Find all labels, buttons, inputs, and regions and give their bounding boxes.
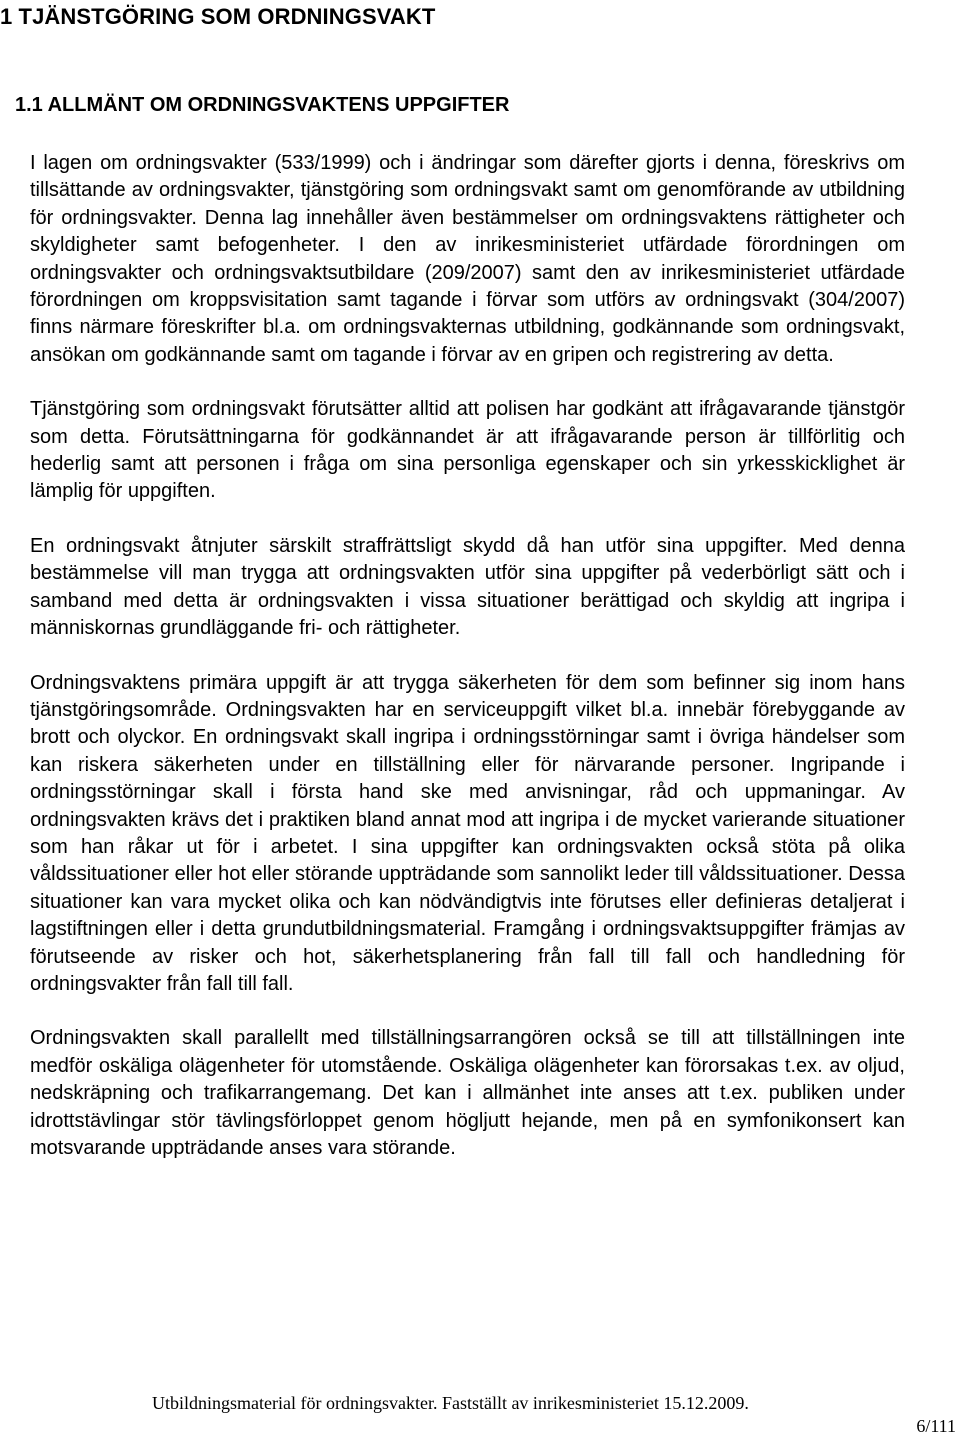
paragraph-approval: Tjänstgöring som ordningsvakt förutsätter alltid att polisen har godkänt att ifrågavarande tjänstgör som detta. Förutsättningarna för godkännandet är att ifrågavarande person är tillförlitig och hederlig samt att personen i fråga om sina personliga egenskaper och sin yrkesskicklighet är lämplig för uppgiften. xyxy=(30,398,905,503)
paragraph-primary-task: Ordningsvaktens primära uppgift är att trygga säkerheten för dem som befinner sig inom hans tjänstgöringsområde. Ordningsvakten har en serviceuppgift vilket bl.a. innebär förebyggande av brott och olyckor. En ordningsvakt skall ingripa i ordningsstörningar samt i övriga händelser som kan riskera säkerheten under en tillställning eller för närvarande personer. Ingripande i ordningsstörningar skall i första hand ske med anvisningar, råd och uppmaningar. Av ordningsvakten krävs det i praktiken bland annat mod att ingripa i de mycket varierande situationer som han råkar ut för i arbetet. I sina uppgifter kan ordningsvakten också stöta på olika våldssituationer eller hot eller störande uppträdande som sannolikt leder till våldssituationer. Dessa situationer kan vara mycket olika och kan nödvändigtvis inte förutses eller definieras detaljerat i lagstiftningen eller i detta grundutbildningsmaterial. Framgång i ordningsvaktsuppgifter främjas av förutseende av risker och hot, säkerhetsplanering från fall till fall och handledning för ordningsvakter från fall till fall. xyxy=(30,671,905,995)
paragraph-nuisance: Ordningsvakten skall parallellt med tillställningsarrangören också se till att tillställningen inte medför oskäliga olägenheter för utomstående. Oskäliga olägenheter kan förorsakas t.ex. av oljud, nedskräpning och trafikarrangemang. Det kan i allmänhet inte anses att t.ex. publiken under idrottstävlingar stör tävlingsförloppet genom högljutt hejande, men på en symfonikonsert kan motsvarande uppträdande anses vara störande. xyxy=(30,1027,905,1159)
page-footer: Utbildningsmaterial för ordningsvakter. Fastställt av inrikesministeriet 15.12.2009. xyxy=(152,1393,749,1413)
paragraph-protection: En ordningsvakt åtnjuter särskilt straffrättsligt skydd då han utför sina uppgifter. Med denna bestämmelse vill man trygga att ordningsvakten utför sina uppgifter på vederbörligt sätt och i samband med detta är ordningsvakten i vissa situationer berättigad och skyldig att ingripa i människornas grundläggande fri- och rättigheter. xyxy=(30,534,905,640)
chapter-heading: 1 TJÄNSTGÖRING SOM ORDNINGSVAKT xyxy=(0,4,436,29)
body-text xyxy=(30,150,905,1189)
paragraph-law: I lagen om ordningsvakter (533/1999) och i ändringar som därefter gjorts i denna, föreskrivs om tillsättande av ordningsvakter, tjänstgöring som ordningsvakt samt om genomförande av utbildning för ordningsvakter. Denna lag innehåller även bestämmelser om ordningsvaktens rättigheter och skyldigheter samt befogenheter. I den av inrikesministeriet utfärdade förordningen om ordningsvakter och ordningsvaktsutbildare (209/2007) samt den av inrikesministeriet utfärdade förordningen om kroppsvisitation samt tagande i förvar som utförs av ordningsvakt (304/2007) finns närmare föreskrifter bl.a. om ordningsvakternas utbildning, godkännande som ordningsvakt, ansökan om godkännande samt om tagande i förvar av en gripen och registrering av detta. xyxy=(30,152,905,366)
page-number: 6/111 xyxy=(916,1416,956,1436)
section-heading: 1.1 ALLMÄNT OM ORDNINGSVAKTENS UPPGIFTER xyxy=(15,94,510,116)
